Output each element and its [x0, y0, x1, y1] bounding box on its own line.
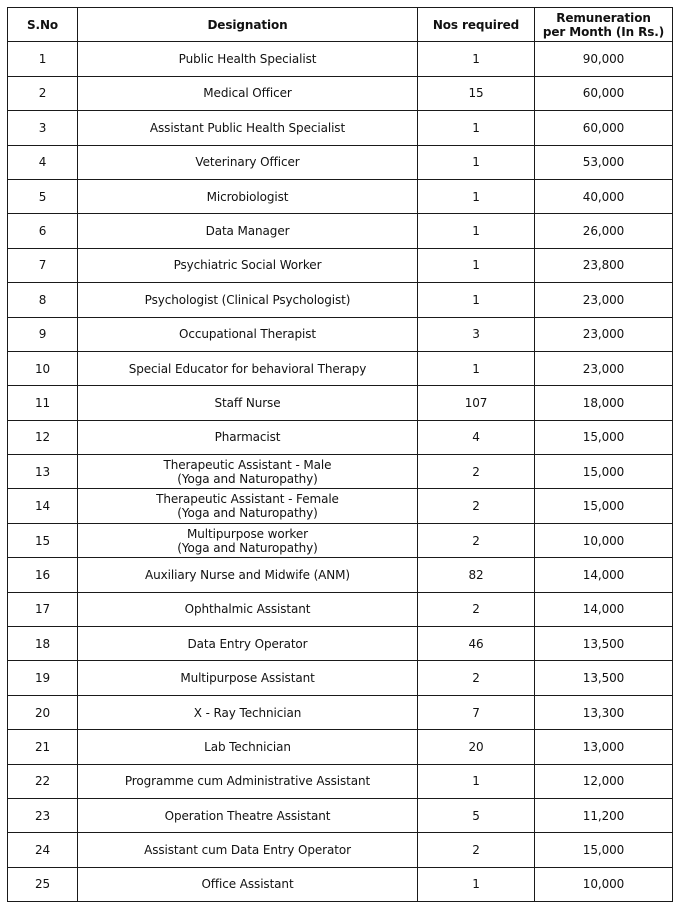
sno-text: 3	[38, 120, 47, 135]
cell-nos-required	[418, 145, 535, 179]
cell-remuneration	[535, 833, 673, 867]
cell-designation	[78, 42, 418, 76]
cell-designation	[78, 661, 418, 695]
table-row	[8, 248, 673, 282]
nos-text: 1	[472, 774, 480, 789]
table-row	[8, 695, 673, 729]
cell-remuneration	[535, 179, 673, 213]
designation-text: Veterinary Officer	[195, 155, 300, 170]
designation-text: Public Health Specialist	[178, 52, 317, 67]
designation-text: Assistant Public Health Specialist	[149, 120, 346, 135]
designation-subtext: (Yoga and Naturopathy)	[177, 540, 318, 555]
table-row	[8, 214, 673, 248]
cell-nos-required	[418, 695, 535, 729]
cell-nos-required	[418, 42, 535, 76]
cell-sno	[8, 592, 78, 626]
designation-text: Lab Technician	[204, 739, 291, 754]
nos-text: 2	[472, 671, 480, 686]
sno-text: 9	[38, 327, 47, 342]
cell-remuneration	[535, 523, 673, 557]
cell-sno	[8, 558, 78, 592]
pay-text: 15,000	[582, 843, 625, 858]
cell-designation	[78, 420, 418, 454]
cell-designation	[78, 764, 418, 798]
cell-designation	[78, 386, 418, 420]
cell-remuneration	[535, 489, 673, 523]
cell-sno	[8, 489, 78, 523]
cell-designation	[78, 214, 418, 248]
cell-nos-required	[418, 798, 535, 832]
sno-text: 13	[34, 464, 51, 479]
designation-text: Medical Officer	[203, 86, 292, 101]
header-remuneration-line1: Remuneration	[556, 10, 651, 25]
pay-text: 40,000	[582, 189, 625, 204]
header-designation: Designation	[78, 8, 418, 42]
designation-text: X - Ray Technician	[193, 705, 302, 720]
cell-nos-required	[418, 558, 535, 592]
cell-remuneration	[535, 145, 673, 179]
table-row	[8, 558, 673, 592]
pay-text: 13,300	[582, 705, 625, 720]
cell-remuneration	[535, 695, 673, 729]
table-row	[8, 317, 673, 351]
cell-remuneration	[535, 730, 673, 764]
pay-text: 11,200	[582, 808, 625, 823]
table-row	[8, 283, 673, 317]
cell-remuneration	[535, 592, 673, 626]
designation-text: Multipurpose Assistant	[180, 671, 315, 686]
sno-text: 17	[34, 602, 51, 617]
header-remuneration-line2: per Month (In Rs.)	[542, 24, 665, 39]
cell-sno	[8, 317, 78, 351]
table-row	[8, 386, 673, 420]
nos-text: 2	[472, 843, 480, 858]
cell-nos-required	[418, 661, 535, 695]
cell-remuneration	[535, 558, 673, 592]
header-sno: S.No	[8, 8, 78, 42]
designation-text: Microbiologist	[206, 189, 289, 204]
pay-text: 15,000	[582, 430, 625, 445]
table-row	[8, 833, 673, 867]
table-body	[8, 42, 673, 902]
designation-text: Pharmacist	[214, 430, 281, 445]
designation-text: Special Educator for behavioral Therapy	[128, 361, 367, 376]
cell-nos-required	[418, 627, 535, 661]
table-header	[8, 8, 673, 42]
nos-text: 2	[472, 533, 480, 548]
table-row	[8, 764, 673, 798]
pay-text: 23,000	[582, 292, 625, 307]
pay-text: 14,000	[582, 567, 625, 582]
designation-text: Data Entry Operator	[187, 636, 308, 651]
cell-sno	[8, 111, 78, 145]
nos-text: 1	[472, 292, 480, 307]
cell-designation	[78, 283, 418, 317]
cell-nos-required	[418, 179, 535, 213]
cell-sno	[8, 798, 78, 832]
cell-remuneration	[535, 867, 673, 901]
pay-text: 53,000	[582, 155, 625, 170]
cell-nos-required	[418, 833, 535, 867]
cell-remuneration	[535, 420, 673, 454]
cell-designation	[78, 627, 418, 661]
cell-designation	[78, 489, 418, 523]
table-row	[8, 42, 673, 76]
cell-sno	[8, 833, 78, 867]
pay-text: 23,800	[582, 258, 625, 273]
table-row	[8, 111, 673, 145]
cell-sno	[8, 730, 78, 764]
pay-text: 10,000	[582, 877, 625, 892]
sno-text: 6	[38, 224, 47, 239]
cell-designation	[78, 558, 418, 592]
cell-remuneration	[535, 764, 673, 798]
cell-designation	[78, 351, 418, 385]
designation-text: Auxiliary Nurse and Midwife (ANM)	[145, 567, 350, 582]
cell-sno	[8, 248, 78, 282]
designation-text: Ophthalmic Assistant	[184, 602, 311, 617]
vacancy-table	[7, 7, 673, 902]
cell-sno	[8, 283, 78, 317]
cell-designation	[78, 317, 418, 351]
table-row	[8, 145, 673, 179]
cell-sno	[8, 867, 78, 901]
sno-text: 14	[34, 499, 51, 514]
cell-sno	[8, 420, 78, 454]
cell-sno	[8, 695, 78, 729]
cell-nos-required	[418, 76, 535, 110]
cell-nos-required	[418, 111, 535, 145]
sno-text: 24	[34, 843, 51, 858]
header-remuneration	[535, 8, 673, 42]
cell-remuneration	[535, 317, 673, 351]
table-row	[8, 592, 673, 626]
cell-nos-required	[418, 592, 535, 626]
cell-nos-required	[418, 214, 535, 248]
cell-remuneration	[535, 42, 673, 76]
table-row	[8, 455, 673, 489]
pay-text: 13,000	[582, 739, 625, 754]
table-row	[8, 798, 673, 832]
sno-text: 15	[34, 533, 51, 548]
cell-designation	[78, 523, 418, 557]
sno-text: 12	[34, 430, 51, 445]
designation-text: Psychiatric Social Worker	[173, 258, 322, 273]
cell-sno	[8, 627, 78, 661]
cell-remuneration	[535, 76, 673, 110]
cell-remuneration	[535, 214, 673, 248]
nos-text: 2	[472, 499, 480, 514]
cell-nos-required	[418, 283, 535, 317]
cell-remuneration	[535, 386, 673, 420]
cell-designation	[78, 730, 418, 764]
nos-text: 20	[468, 739, 484, 754]
pay-text: 14,000	[582, 602, 625, 617]
cell-nos-required	[418, 386, 535, 420]
pay-text: 90,000	[582, 52, 625, 67]
nos-text: 1	[472, 120, 480, 135]
sno-text: 5	[38, 189, 47, 204]
cell-nos-required	[418, 764, 535, 798]
sno-text: 2	[38, 86, 47, 101]
cell-remuneration	[535, 661, 673, 695]
nos-text: 1	[472, 52, 480, 67]
table-row	[8, 627, 673, 661]
header-nos-required: Nos required	[418, 8, 535, 42]
pay-text: 23,000	[582, 327, 625, 342]
cell-nos-required	[418, 867, 535, 901]
cell-designation	[78, 592, 418, 626]
table-row	[8, 351, 673, 385]
cell-nos-required	[418, 523, 535, 557]
pay-text: 13,500	[582, 636, 625, 651]
pay-text: 15,000	[582, 464, 625, 479]
cell-sno	[8, 661, 78, 695]
pay-text: 18,000	[582, 395, 625, 410]
cell-sno	[8, 179, 78, 213]
sno-text: 19	[34, 671, 51, 686]
pay-text: 23,000	[582, 361, 625, 376]
cell-remuneration	[535, 627, 673, 661]
nos-text: 1	[472, 258, 480, 273]
cell-nos-required	[418, 455, 535, 489]
nos-text: 46	[468, 636, 484, 651]
designation-text: Office Assistant	[201, 877, 294, 892]
cell-nos-required	[418, 248, 535, 282]
nos-text: 1	[472, 877, 480, 892]
pay-text: 12,000	[582, 774, 625, 789]
pay-text: 15,000	[582, 499, 625, 514]
designation-text: Therapeutic Assistant - Male	[163, 457, 332, 472]
sno-text: 25	[34, 877, 51, 892]
sno-text: 1	[38, 52, 47, 67]
cell-sno	[8, 764, 78, 798]
designation-text: Occupational Therapist	[178, 327, 317, 342]
table-row	[8, 867, 673, 901]
table-row	[8, 661, 673, 695]
cell-designation	[78, 179, 418, 213]
nos-text: 2	[472, 464, 480, 479]
nos-text: 4	[472, 430, 480, 445]
designation-text: Data Manager	[205, 224, 290, 239]
cell-designation	[78, 145, 418, 179]
nos-text: 1	[472, 155, 480, 170]
cell-nos-required	[418, 420, 535, 454]
sno-text: 8	[38, 292, 47, 307]
table-row	[8, 489, 673, 523]
designation-text: Programme cum Administrative Assistant	[124, 774, 371, 789]
cell-remuneration	[535, 111, 673, 145]
pay-text: 13,500	[582, 671, 625, 686]
sno-text: 21	[34, 739, 51, 754]
sno-text: 4	[38, 155, 47, 170]
cell-designation	[78, 867, 418, 901]
header-row	[8, 8, 673, 42]
cell-remuneration	[535, 351, 673, 385]
cell-sno	[8, 214, 78, 248]
nos-text: 107	[464, 395, 488, 410]
sno-text: 7	[38, 258, 47, 273]
sno-text: 22	[34, 774, 51, 789]
cell-designation	[78, 76, 418, 110]
pay-text: 26,000	[582, 224, 625, 239]
designation-text: Psychologist (Clinical Psychologist)	[144, 292, 351, 307]
cell-remuneration	[535, 248, 673, 282]
pay-text: 10,000	[582, 533, 625, 548]
pay-text: 60,000	[582, 86, 625, 101]
cell-sno	[8, 145, 78, 179]
cell-designation	[78, 833, 418, 867]
cell-sno	[8, 386, 78, 420]
designation-text: Assistant cum Data Entry Operator	[144, 843, 351, 858]
cell-sno	[8, 42, 78, 76]
nos-text: 3	[472, 327, 480, 342]
cell-nos-required	[418, 489, 535, 523]
nos-text: 1	[472, 224, 480, 239]
nos-text: 15	[468, 86, 484, 101]
pay-text: 60,000	[582, 120, 625, 135]
table-row	[8, 730, 673, 764]
designation-text: Multipurpose worker	[187, 526, 308, 541]
table-row	[8, 179, 673, 213]
nos-text: 82	[468, 567, 484, 582]
table-row	[8, 420, 673, 454]
cell-nos-required	[418, 351, 535, 385]
sno-text: 18	[34, 636, 51, 651]
cell-sno	[8, 455, 78, 489]
cell-designation	[78, 695, 418, 729]
cell-remuneration	[535, 455, 673, 489]
cell-designation	[78, 248, 418, 282]
cell-nos-required	[418, 317, 535, 351]
table-row	[8, 523, 673, 557]
cell-nos-required	[418, 730, 535, 764]
designation-text: Staff Nurse	[214, 395, 281, 410]
cell-designation	[78, 798, 418, 832]
table-row	[8, 76, 673, 110]
nos-text: 2	[472, 602, 480, 617]
sno-text: 16	[34, 567, 51, 582]
nos-text: 1	[472, 189, 480, 204]
nos-text: 7	[472, 705, 480, 720]
cell-remuneration	[535, 798, 673, 832]
nos-text: 5	[472, 808, 480, 823]
designation-text: Therapeutic Assistant - Female	[156, 492, 339, 507]
nos-text: 1	[472, 361, 480, 376]
cell-sno	[8, 351, 78, 385]
cell-designation	[78, 455, 418, 489]
designation-text: Operation Theatre Assistant	[164, 808, 331, 823]
cell-designation	[78, 111, 418, 145]
cell-remuneration	[535, 283, 673, 317]
cell-sno	[8, 523, 78, 557]
sno-text: 20	[34, 705, 51, 720]
sno-text: 23	[34, 808, 51, 823]
designation-subtext: (Yoga and Naturopathy)	[177, 506, 318, 521]
cell-sno	[8, 76, 78, 110]
designation-subtext: (Yoga and Naturopathy)	[177, 471, 318, 486]
sno-text: 10	[34, 361, 51, 376]
sno-text: 11	[34, 395, 51, 410]
